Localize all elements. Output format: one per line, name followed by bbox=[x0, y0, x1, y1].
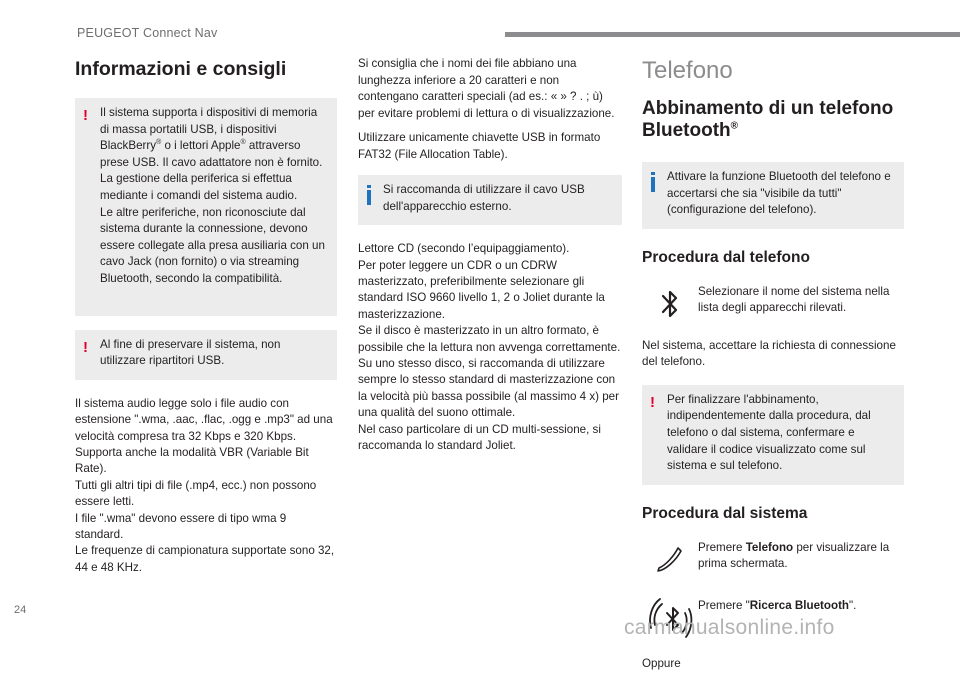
info-box-bluetooth bbox=[642, 162, 904, 229]
column-3 bbox=[642, 56, 904, 680]
watermark: carmanualsonline.info bbox=[624, 616, 835, 639]
procedure-heading: Procedura dal sistema bbox=[642, 504, 808, 522]
step-select-system bbox=[642, 284, 904, 324]
step-text: Premere "Ricerca Bluetooth". bbox=[698, 598, 857, 612]
chapter-heading: Telefono bbox=[642, 57, 733, 84]
cd-text: Lettore CD (secondo l’equipaggiamento). Per poter leggere un CDR o un CDRW masterizzato, preferibilmente selezionare gli standard ISO 9660 livello 1, 2 o Joliet durante la masterizzazione. Se il disco è masterizzato in un altro formato, è possibile che la lettura non avvenga correttamente. Su uno stesso disco, si raccomanda di utilizzare sempre lo stesso standard di masterizzazione con la velocità più bassa possibile (al massimo 4 x) per una qualità del suono ottimale. Nel caso particolare di un CD multi-sessione, si raccomanda lo standard Joliet. bbox=[358, 242, 621, 453]
sub-heading: Abbinamento di un telefono Bluetooth® bbox=[642, 98, 894, 141]
procedure-heading: Procedura dal telefono bbox=[642, 248, 810, 266]
warning-box-splitter bbox=[75, 330, 337, 380]
bluetooth-icon bbox=[642, 284, 698, 324]
info-icon bbox=[651, 172, 655, 192]
info-text: Attivare la funzione Bluetooth del telefono e accertarsi che sia "visibile da tutti" (configurazione del telefono). bbox=[667, 170, 891, 217]
running-header: PEUGEOT Connect Nav bbox=[77, 26, 218, 40]
paragraph: Si consiglia che i nomi dei file abbiano una lunghezza inferiore a 20 caratteri e non contengano caratteri speciali (ad es.: « » ? . ; ù) per evitare problemi di lettura o di visualizzazione. bbox=[358, 57, 615, 120]
warning-box-pairing bbox=[642, 385, 904, 485]
paragraph: Nel sistema, accettare la richiesta di connessione del telefono. bbox=[642, 338, 896, 369]
phone-handset-icon bbox=[642, 540, 698, 580]
warning-text: Il sistema supporta i dispositivi di memoria di massa portatili USB, i dispositivi BlackBerry® o i lettori Apple® attraverso prese USB. Il cavo adattatore non è fornito. La gestione della periferica si effettua mediante i comandi del sistema audio. Le altre periferiche, non riconosciute dal sistema durante la connessione, devono essere collegate alla presa ausiliaria con un cavo Jack (non fornito) o via streaming Bluetooth, secondo la compatibilità. bbox=[100, 106, 325, 285]
audio-format-text: Il sistema audio legge solo i file audio con estensione ".wma, .aac, .flac, .ogg e .mp3" ad una velocità compresa tra 32 Kbps e 320 Kbps. Supporta anche la modalità VBR (Variable Bit Rate). Tutti gli altri tipi di file (.mp4, ecc.) non possono essere letti. I file ".wma" devono essere di tipo wma 9 standard. Le frequenze di campionatura supportate sono 32, 44 e 48 KHz. bbox=[75, 396, 335, 574]
warning-box-usb bbox=[75, 98, 337, 316]
warning-text: Al fine di preservare il sistema, non utilizzare ripartitori USB. bbox=[100, 337, 281, 368]
info-box-usb-cable bbox=[358, 175, 622, 225]
info-text: Si raccomanda di utilizzare il cavo USB dell'apparecchio esterno. bbox=[383, 183, 585, 213]
exclamation-icon: ! bbox=[83, 338, 88, 356]
step-text: Premere Telefono per visualizzare la prima schermata. bbox=[698, 540, 890, 571]
column-1 bbox=[75, 58, 337, 576]
column-2 bbox=[358, 56, 622, 454]
section-heading: Informazioni e consigli bbox=[75, 58, 287, 80]
page-number: 24 bbox=[14, 604, 27, 616]
exclamation-icon: ! bbox=[650, 393, 655, 411]
oppure-text: Oppure bbox=[642, 656, 681, 670]
paragraph: Utilizzare unicamente chiavette USB in formato FAT32 (File Allocation Table). bbox=[358, 131, 601, 161]
warning-text: Per finalizzare l'abbinamento, indipendentemente dalla procedura, dal telefono o dal sistema, confermare e validare il codice visualizzato come sul sistema e sul telefono. bbox=[667, 392, 871, 473]
step-press-telefono bbox=[642, 540, 904, 580]
info-icon bbox=[367, 185, 371, 205]
header-bar bbox=[505, 32, 960, 37]
exclamation-icon: ! bbox=[83, 107, 88, 124]
step-text: Selezionare il nome del sistema nella lista degli apparecchi rilevati. bbox=[698, 284, 890, 315]
